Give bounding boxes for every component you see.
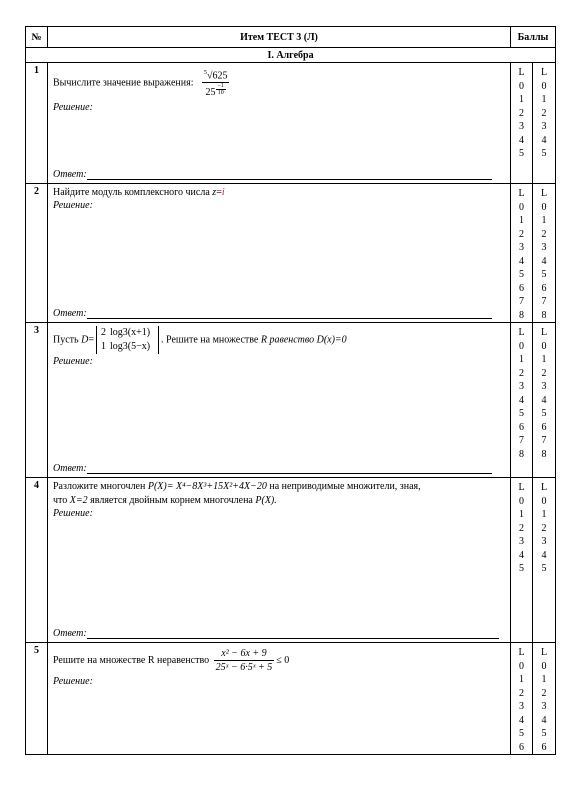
expr-lhs: z — [212, 187, 217, 198]
score-column-2 — [533, 323, 556, 478]
score-value: 2 — [541, 687, 547, 699]
score-value: 1 — [541, 354, 547, 365]
score-value: 0 — [541, 340, 547, 352]
score-value: 2 — [519, 228, 524, 240]
denominator: 25ˣ − 6·5ˣ + 5 — [215, 662, 273, 673]
score-value: 5 — [519, 269, 524, 280]
header-points: Баллы — [511, 27, 556, 48]
score-value: 1 — [541, 674, 547, 685]
score-value: L — [518, 482, 525, 493]
score-value: 5 — [541, 408, 547, 419]
score-value: 7 — [519, 296, 524, 307]
score-value: 3 — [519, 242, 524, 253]
task-body: Пусть D= 2 log3(x+1) 1 log3(5−x) . Решите на множестве R равенство D(x)=0 Решение: Ответ: — [48, 323, 511, 478]
score-value: 1 — [541, 509, 547, 520]
score-value: L — [518, 647, 525, 658]
score-value: 8 — [519, 448, 524, 460]
test-sheet — [25, 26, 556, 755]
score-column-2 — [533, 184, 556, 323]
expr-eq: = — [216, 187, 222, 198]
det-c: 1 — [100, 341, 106, 352]
score-value: L — [518, 67, 525, 78]
task-row-1 — [26, 63, 556, 184]
score-value: 6 — [519, 282, 524, 294]
relation: ≤ 0 — [276, 654, 290, 666]
score-value: 6 — [519, 741, 524, 753]
score-value: 0 — [519, 495, 524, 507]
score-column-1 — [511, 478, 533, 643]
task-text-a: Разложите многочлен — [53, 481, 146, 492]
poly-name: P(X). — [255, 495, 277, 506]
task-body — [48, 184, 511, 323]
score-value: 2 — [541, 367, 547, 379]
task-body — [48, 478, 511, 643]
answer-field[interactable] — [53, 169, 492, 180]
score-value: L — [540, 67, 548, 78]
score-value: 7 — [541, 435, 547, 446]
score-value: 6 — [541, 741, 547, 753]
inequality-fraction — [214, 647, 275, 674]
expr-rhs: i — [221, 187, 225, 198]
score-value: 2 — [541, 228, 547, 240]
score-value: 1 — [519, 94, 524, 105]
score-value: 3 — [519, 701, 524, 712]
task-text-b: на неприводимые множители, зная, — [269, 481, 421, 492]
score-value: 0 — [519, 80, 524, 92]
score-value: 0 — [519, 201, 524, 213]
solution-label: Решение: — [53, 676, 93, 687]
score-value: 0 — [541, 495, 547, 507]
score-value: 5 — [541, 563, 547, 574]
score-value: 7 — [541, 296, 547, 307]
score-value: 4 — [519, 394, 524, 406]
score-value: 1 — [519, 215, 524, 226]
task-body — [48, 643, 511, 755]
score-value: 3 — [519, 381, 524, 392]
answer-field[interactable] — [53, 308, 492, 319]
score-value: 4 — [541, 134, 547, 146]
section-title: I. Алгебра — [26, 48, 556, 63]
score-column-1 — [511, 323, 533, 478]
score-value: 2 — [541, 522, 547, 534]
task-number: 2 — [26, 184, 48, 323]
header-row — [26, 27, 556, 48]
task-text-post: . Решите на множестве — [161, 334, 259, 346]
equation: D(x)=0 — [316, 334, 347, 346]
solution-label: Решение: — [53, 508, 93, 519]
score-value: 1 — [519, 509, 524, 520]
score-value: 2 — [519, 522, 524, 534]
header-title: Итем ТЕСТ 3 (Л) — [48, 27, 511, 48]
task-row-5 — [26, 643, 556, 755]
score-value: 0 — [541, 201, 547, 213]
score-value: 6 — [541, 421, 547, 433]
score-value: 5 — [519, 728, 524, 739]
score-value: 2 — [519, 367, 524, 379]
score-value: L — [540, 647, 548, 658]
task-row-3 — [26, 323, 556, 478]
score-value: 3 — [541, 701, 547, 712]
score-value: 4 — [541, 255, 547, 267]
radicand: 625 — [212, 70, 228, 82]
answer-field[interactable] — [53, 463, 492, 474]
det-b: log3(x+1) — [109, 327, 151, 338]
answer-label: Ответ: — [53, 463, 87, 474]
score-value: L — [518, 188, 525, 199]
score-value: 3 — [541, 121, 547, 132]
score-value: 4 — [519, 255, 524, 267]
answer-label: Ответ: — [53, 628, 87, 639]
score-value: 5 — [519, 148, 524, 159]
base: 25 — [205, 87, 216, 99]
score-value: 3 — [541, 536, 547, 547]
det-var: D — [81, 334, 89, 346]
score-column-1 — [511, 643, 533, 755]
score-value: 3 — [519, 121, 524, 132]
score-value: L — [518, 327, 525, 338]
score-value: 1 — [519, 354, 524, 365]
score-value: 8 — [541, 309, 547, 321]
solution-label: Решение: — [53, 101, 93, 113]
score-value: 1 — [541, 215, 547, 226]
root: X=2 — [69, 495, 88, 506]
score-value: 3 — [541, 381, 547, 392]
score-value: 1 — [519, 674, 524, 685]
det-a: 2 — [100, 327, 106, 338]
score-value: 5 — [541, 269, 547, 280]
polynomial: P(X)= X⁴−8X³+15X²+4X−20 — [147, 481, 267, 492]
score-value: 2 — [519, 687, 524, 699]
score-value: 0 — [519, 660, 524, 672]
score-value: 6 — [541, 282, 547, 294]
score-value: 4 — [519, 134, 524, 146]
score-value: 2 — [519, 107, 524, 119]
task-text-eq: равенство — [269, 334, 315, 346]
exp-num: −1 — [217, 83, 224, 90]
task-body — [48, 63, 511, 184]
score-value: 8 — [519, 309, 524, 321]
task-text-d: является двойным корнем многочлена — [90, 495, 253, 506]
determinant — [96, 326, 159, 354]
score-value: 5 — [519, 563, 524, 574]
score-value: 5 — [541, 728, 547, 739]
task-row-2 — [26, 184, 556, 323]
numerator: x² − 6x + 9 — [214, 647, 275, 661]
solution-label: Решение: — [53, 356, 93, 367]
det-d: log3(5−x) — [109, 341, 151, 352]
score-value: L — [540, 327, 548, 338]
score-value: 4 — [541, 714, 547, 726]
task-number: 5 — [26, 643, 48, 755]
score-value: 0 — [541, 80, 547, 92]
answer-label: Ответ: — [53, 308, 87, 319]
task-text: Решите на множестве R неравенство — [53, 654, 210, 666]
score-column-1 — [511, 63, 533, 184]
score-value: 8 — [541, 448, 547, 460]
answer-field[interactable] — [53, 628, 499, 639]
task-row-4 — [26, 478, 556, 643]
section-row — [26, 48, 556, 63]
score-value: 1 — [541, 94, 547, 105]
score-value: 4 — [541, 549, 547, 561]
solution-label: Решение: — [53, 200, 93, 211]
header-num: № — [26, 27, 48, 48]
task-text: Найдите модуль комплексного числа — [53, 187, 210, 198]
score-value: 3 — [541, 242, 547, 253]
score-value: 0 — [541, 660, 547, 672]
score-column-1 — [511, 184, 533, 323]
expression: $^5$√625 25 $^{\frac{-1}{10}}$ — [202, 67, 230, 100]
score-value: 2 — [541, 107, 547, 119]
task-text: Пусть — [53, 334, 79, 346]
score-column-2 — [533, 478, 556, 643]
score-value: L — [540, 188, 548, 199]
task-text: Вычислите значение выражения: — [53, 77, 194, 89]
task-text-c: что — [53, 495, 68, 506]
score-value: 5 — [541, 148, 547, 159]
score-value: 4 — [519, 549, 524, 561]
answer-label: Ответ: — [53, 169, 87, 180]
score-value: 5 — [519, 408, 524, 419]
exp-den: 10 — [217, 90, 224, 97]
score-column-2 — [533, 63, 556, 184]
root-index: 5 — [203, 70, 207, 76]
score-value: L — [540, 482, 548, 493]
score-value: 7 — [519, 435, 524, 446]
score-value: 6 — [519, 421, 524, 433]
score-value: 4 — [541, 394, 547, 406]
score-value: 4 — [519, 714, 524, 726]
task-number: 4 — [26, 478, 48, 643]
task-number: 3 — [26, 323, 48, 478]
set-name: R — [260, 334, 267, 346]
score-value: 0 — [519, 340, 524, 352]
score-value: 3 — [519, 536, 524, 547]
task-number: 1 — [26, 63, 48, 184]
score-column-2 — [533, 643, 556, 755]
